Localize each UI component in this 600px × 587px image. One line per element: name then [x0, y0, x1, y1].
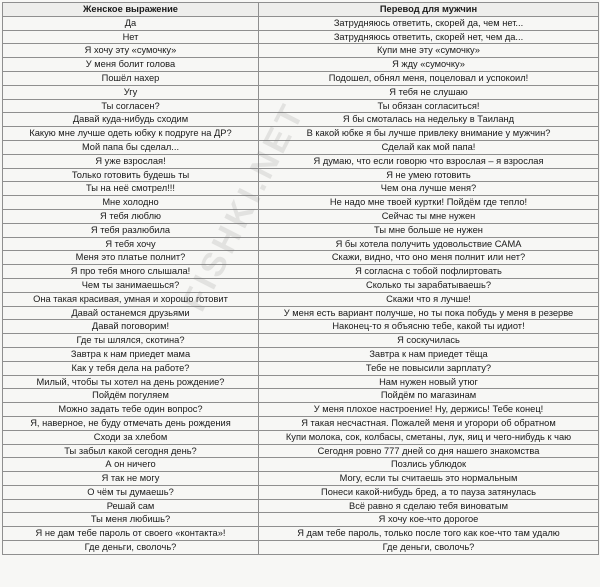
male-translation-cell: Пойдём по магазинам — [259, 389, 599, 403]
female-phrase-cell: Мой папа бы сделал... — [3, 140, 259, 154]
table-row — [3, 458, 599, 472]
table-row — [3, 430, 599, 444]
table-body — [3, 16, 599, 554]
male-translation-cell: Где деньги, сволочь? — [259, 541, 599, 555]
table-row — [3, 541, 599, 555]
male-translation-cell: Я бы смоталась на недельку в Таиланд — [259, 113, 599, 127]
male-translation-cell: Я не умею готовить — [259, 168, 599, 182]
female-phrase-cell: Пойдём погуляем — [3, 389, 259, 403]
male-translation-cell: Я хочу кое-что дорогое — [259, 513, 599, 527]
female-phrase-cell: Да — [3, 16, 259, 30]
table-row — [3, 168, 599, 182]
female-phrase-cell: Я тебя разлюбила — [3, 223, 259, 237]
male-translation-cell: Позлись ублюдок — [259, 458, 599, 472]
male-translation-cell: Наконец-то я объясню тебе, какой ты идиот! — [259, 320, 599, 334]
female-phrase-cell: Я так не могу — [3, 472, 259, 486]
table-row — [3, 499, 599, 513]
table-row — [3, 361, 599, 375]
female-phrase-cell: Ты на неё смотрел!!! — [3, 182, 259, 196]
table-row — [3, 16, 599, 30]
female-phrase-cell: Давай поговорим! — [3, 320, 259, 334]
female-phrase-cell: Где деньги, сволочь? — [3, 541, 259, 555]
male-translation-cell: Сейчас ты мне нужен — [259, 209, 599, 223]
male-translation-cell: Чем она лучше меня? — [259, 182, 599, 196]
male-translation-cell: Я жду «сумочку» — [259, 58, 599, 72]
female-phrase-cell: А он ничего — [3, 458, 259, 472]
table-row — [3, 237, 599, 251]
table-row — [3, 223, 599, 237]
table-row — [3, 127, 599, 141]
table-row — [3, 251, 599, 265]
female-phrase-cell: Ты согласен? — [3, 99, 259, 113]
table-row — [3, 306, 599, 320]
female-phrase-cell: Милый, чтобы ты хотел на день рождение? — [3, 375, 259, 389]
male-translation-cell: Завтра к нам приедет тёща — [259, 347, 599, 361]
male-translation-cell: В какой юбке я бы лучше привлеку внимание у мужчин? — [259, 127, 599, 141]
table-row — [3, 403, 599, 417]
table-row — [3, 265, 599, 279]
male-translation-cell: Купи мне эту «сумочку» — [259, 44, 599, 58]
female-phrase-cell: Давай останемся друзьями — [3, 306, 259, 320]
male-translation-cell: Ты обязан согласиться! — [259, 99, 599, 113]
table-row — [3, 113, 599, 127]
female-phrase-cell: Она такая красивая, умная и хорошо готовит — [3, 292, 259, 306]
table-row — [3, 444, 599, 458]
female-phrase-cell: У меня болит голова — [3, 58, 259, 72]
table-row — [3, 389, 599, 403]
male-translation-cell: Затрудняюсь ответить, скорей нет, чем да... — [259, 30, 599, 44]
female-phrase-cell: Какую мне лучше одеть юбку к подруге на ДР? — [3, 127, 259, 141]
male-translation-cell: Сколько ты зарабатываешь? — [259, 278, 599, 292]
female-phrase-cell: Я про тебя много слышала! — [3, 265, 259, 279]
male-translation-cell: У меня плохое настроение! Ну, держись! Тебе конец! — [259, 403, 599, 417]
header-row — [3, 3, 599, 17]
table-row — [3, 375, 599, 389]
female-phrase-cell: Давай куда-нибудь сходим — [3, 113, 259, 127]
female-phrase-cell: Угу — [3, 85, 259, 99]
table-row — [3, 292, 599, 306]
table-row — [3, 58, 599, 72]
table-row — [3, 513, 599, 527]
female-phrase-cell: Решай сам — [3, 499, 259, 513]
female-phrase-cell: Я тебя хочу — [3, 237, 259, 251]
table-row — [3, 347, 599, 361]
male-translation-cell: Купи молока, сок, колбасы, сметаны, лук, яиц и чего-нибудь к чаю — [259, 430, 599, 444]
female-phrase-cell: Ты забыл какой сегодня день? — [3, 444, 259, 458]
female-phrase-cell: О чём ты думаешь? — [3, 485, 259, 499]
female-phrase-cell: Чем ты занимаешься? — [3, 278, 259, 292]
table-row — [3, 527, 599, 541]
table-row — [3, 140, 599, 154]
female-phrase-cell: Как у тебя дела на работе? — [3, 361, 259, 375]
male-translation-cell: Не надо мне твоей куртки! Пойдём где тепло! — [259, 196, 599, 210]
female-phrase-cell: Я не дам тебе пароль от своего «контакта»! — [3, 527, 259, 541]
male-translation-cell: Я думаю, что если говорю что взрослая – я взрослая — [259, 154, 599, 168]
male-translation-cell: Я такая несчастная. Пожалей меня и угорори об обратном — [259, 416, 599, 430]
table-row — [3, 85, 599, 99]
table-row — [3, 485, 599, 499]
column-header-male: Перевод для мужчин — [259, 3, 599, 17]
male-translation-cell: Всё равно я сделаю тебя виноватым — [259, 499, 599, 513]
male-translation-cell: Подошел, обнял меня, поцеловал и успокоил! — [259, 71, 599, 85]
female-phrase-cell: Только готовить будешь ты — [3, 168, 259, 182]
male-translation-cell: Нам нужен новый утюг — [259, 375, 599, 389]
translation-table — [2, 2, 599, 555]
male-translation-cell: Сделай как мой папа! — [259, 140, 599, 154]
female-phrase-cell: Мне холодно — [3, 196, 259, 210]
female-phrase-cell: Меня это платье полнит? — [3, 251, 259, 265]
table-row — [3, 44, 599, 58]
female-phrase-cell: Сходи за хлебом — [3, 430, 259, 444]
female-phrase-cell: Завтра к нам приедет мама — [3, 347, 259, 361]
watermark: FISHKI.NET — [175, 96, 313, 318]
table-row — [3, 71, 599, 85]
table-row — [3, 334, 599, 348]
female-phrase-cell: Пошёл нахер — [3, 71, 259, 85]
male-translation-cell: Ты мне больше не нужен — [259, 223, 599, 237]
male-translation-cell: Затрудняюсь ответить, скорей да, чем нет... — [259, 16, 599, 30]
female-phrase-cell: Где ты шлялся, скотина? — [3, 334, 259, 348]
table-row — [3, 209, 599, 223]
male-translation-cell: Я соскучилась — [259, 334, 599, 348]
male-translation-cell: Тебе не повысили зарплату? — [259, 361, 599, 375]
male-translation-cell: Я бы хотела получить удовольствие САМА — [259, 237, 599, 251]
male-translation-cell: Могу, если ты считаешь это нормальным — [259, 472, 599, 486]
male-translation-cell: Сегодня ровно 777 дней со дня нашего знакомства — [259, 444, 599, 458]
male-translation-cell: Понеси какой-нибудь бред, а то пауза затянулась — [259, 485, 599, 499]
table-row — [3, 416, 599, 430]
female-phrase-cell: Можно задать тебе один вопрос? — [3, 403, 259, 417]
table-row — [3, 99, 599, 113]
female-phrase-cell: Я тебя люблю — [3, 209, 259, 223]
male-translation-cell: У меня есть вариант получше, но ты пока побудь у меня в резерве — [259, 306, 599, 320]
female-phrase-cell: Нет — [3, 30, 259, 44]
column-header-female: Женское выражение — [3, 3, 259, 17]
table-row — [3, 472, 599, 486]
male-translation-cell: Я дам тебе пароль, только после того как кое-что там удалю — [259, 527, 599, 541]
male-translation-cell: Скажи, видно, что оно меня полнит или нет? — [259, 251, 599, 265]
table-row — [3, 30, 599, 44]
table-row — [3, 154, 599, 168]
female-phrase-cell: Я уже взрослая! — [3, 154, 259, 168]
table-row — [3, 182, 599, 196]
table-row — [3, 196, 599, 210]
male-translation-cell: Я тебя не слушаю — [259, 85, 599, 99]
female-phrase-cell: Я, наверное, не буду отмечать день рождения — [3, 416, 259, 430]
male-translation-cell: Я согласна с тобой пофлиртовать — [259, 265, 599, 279]
female-phrase-cell: Ты меня любишь? — [3, 513, 259, 527]
female-phrase-cell: Я хочу эту «сумочку» — [3, 44, 259, 58]
table-row — [3, 278, 599, 292]
male-translation-cell: Скажи что я лучше! — [259, 292, 599, 306]
table-row — [3, 320, 599, 334]
